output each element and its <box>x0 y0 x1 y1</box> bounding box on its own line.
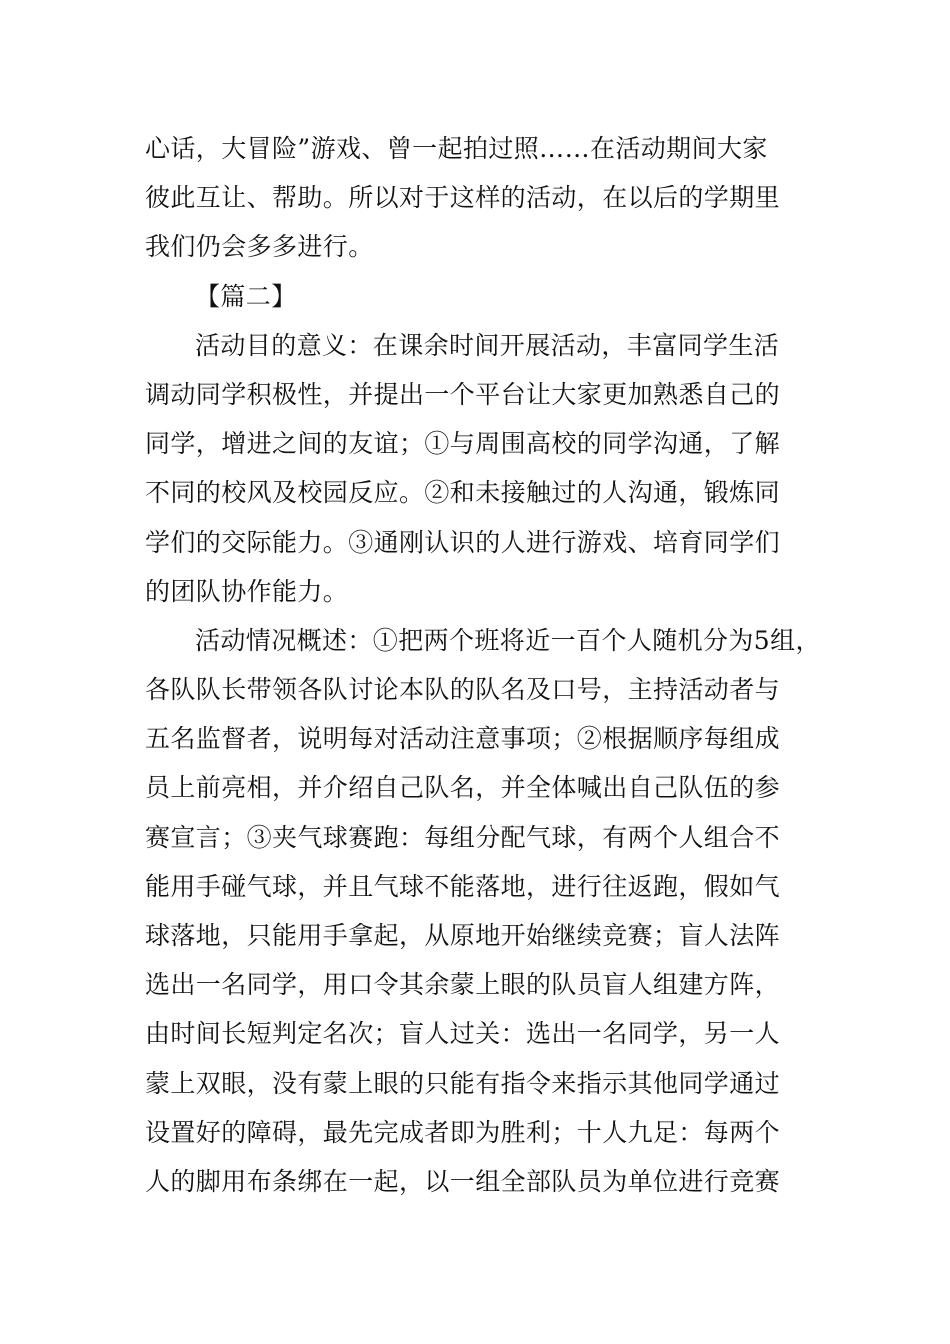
text-line: 选出一名同学，用口令其余蒙上眼的队员盲人组建方阵， <box>145 970 781 1000</box>
text-line: 蒙上双眼，没有蒙上眼的只能有指令来指示其他同学通过 <box>145 1068 781 1098</box>
text-line: 人的脚用布条绑在一起，以一组全部队员为单位进行竞赛 <box>145 1166 781 1196</box>
text-line: 赛宣言；③夹气球赛跑：每组分配气球，有两个人组合不 <box>145 822 781 852</box>
text-line: 不同的校风及校园反应。②和未接触过的人沟通，锻炼同 <box>145 478 781 508</box>
text-line: 心话，大冒险”游戏、曾一起拍过照……在活动期间大家 <box>145 134 768 163</box>
text-line: 五名监督者，说明每对活动注意事项；②根据顺序每组成 <box>145 724 781 754</box>
text-line: 学们的交际能力。③通刚认识的人进行游戏、培育同学们 <box>145 527 781 557</box>
text-line: 能用手碰气球，并且气球不能落地，进行往返跑，假如气 <box>145 871 781 901</box>
text-line: 调动同学积极性，并提出一个平台让大家更加熟悉自己的 <box>145 379 781 409</box>
text-line: 活动情况概述：①把两个班将近一百个人随机分为5组， <box>195 625 821 655</box>
text-line: 由时间长短判定名次；盲人过关：选出一名同学，另一人 <box>145 1019 781 1049</box>
text-line: 彼此互让、帮助。所以对于这样的活动，在以后的学期里 <box>145 183 781 213</box>
text-line: 的团队协作能力。 <box>145 576 349 606</box>
text-line: 同学，增进之间的友谊；①与周围高校的同学沟通，了解 <box>145 429 781 459</box>
text-line: 设置好的障碍，最先完成者即为胜利；十人九足：每两个 <box>145 1117 781 1147</box>
text-line: 活动目的意义：在课余时间开展活动，丰富同学生活 <box>195 330 780 360</box>
text-line: 球落地，只能用手拿起，从原地开始继续竞赛；盲人法阵 <box>145 921 781 950</box>
text-line: 各队队长带领各队讨论本队的队名及口号，主持活动者与 <box>145 675 781 705</box>
section-heading: 【篇二】 <box>195 281 297 311</box>
text-line: 员上前亮相，并介绍自己队名，并全体喊出自己队伍的参 <box>145 773 781 803</box>
text-line: 我们仍会多多进行。 <box>145 232 374 262</box>
document-body <box>145 124 821 1206</box>
